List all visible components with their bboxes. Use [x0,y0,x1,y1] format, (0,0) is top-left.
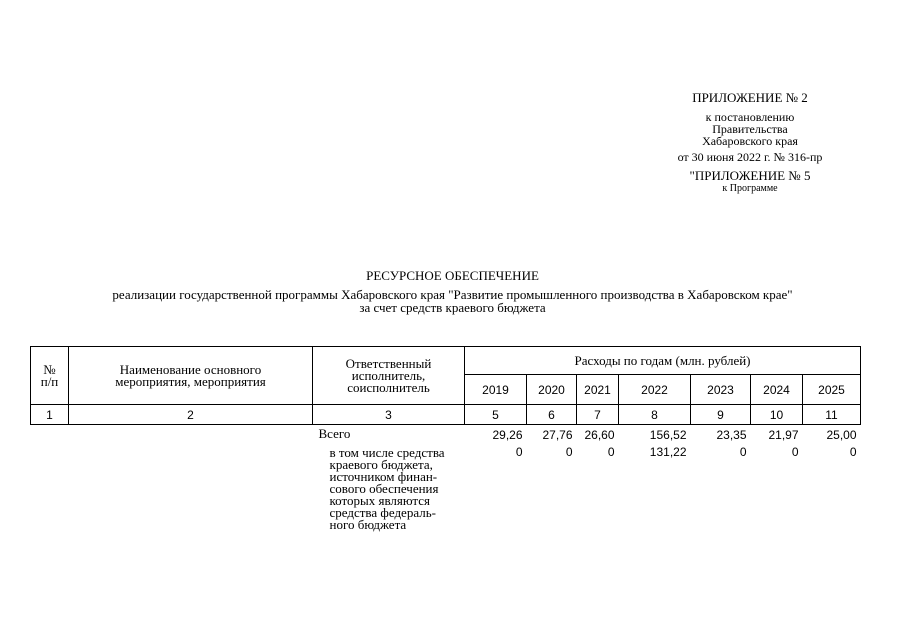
row-value: 23,35 [716,428,747,442]
appendix-ref-line: Правительства [712,122,788,136]
appendix-ref-line: Хабаровского края [702,134,798,148]
row-label: Всего [318,426,351,441]
column-number: 3 [313,405,465,425]
header-year: 2022 [619,375,691,405]
row-value: 0 [791,444,799,459]
appendix-program-ref: к Программе [722,183,778,194]
header-executor: Ответственный исполнитель, соисполнитель [313,347,465,405]
appendix-header [640,90,860,195]
row-value: 0 [607,444,615,459]
row-value: 27,76 [542,428,573,442]
title-subline: реализации государственной программы Хабаровского края "Развитие промышленного производства в Хабаровском крае" [112,287,793,302]
row-value: 0 [739,444,747,459]
header-year: 2021 [577,375,619,405]
row-value: 26,60 [584,428,615,442]
row-value: 25,00 [826,428,857,442]
resource-table [30,346,861,531]
row-value: 0 [849,444,857,459]
row-value: 131,22 [649,444,687,459]
table-row-federal [31,445,861,531]
table-row-total [31,425,861,445]
header-year: 2025 [803,375,861,405]
header-year: 2019 [465,375,527,405]
row-label: в том числе средства краевого бюджета, источником финан-сового обеспечения которых являются средства федераль-ного бюджета [329,444,445,532]
header-year: 2024 [751,375,803,405]
header-expenses: Расходы по годам (млн. рублей) [465,347,861,375]
column-number: 11 [803,405,861,425]
appendix-subtitle: "ПРИЛОЖЕНИЕ № 5 [689,168,811,183]
appendix-date-line: от 30 июня 2022 г. № 316-пр [677,150,823,164]
header-name: Наименование основного мероприятия, мероприятия [69,347,313,405]
row-value: 29,26 [492,428,523,442]
column-number: 2 [69,405,313,425]
column-number: 9 [691,405,751,425]
column-number: 10 [751,405,803,425]
row-value: 21,97 [768,428,799,442]
title-main: РЕСУРСНОЕ ОБЕСПЕЧЕНИЕ [366,268,539,283]
header-num: № п/п [31,347,69,405]
column-number: 6 [527,405,577,425]
column-number: 5 [465,405,527,425]
row-value: 156,52 [649,428,687,442]
column-number: 8 [619,405,691,425]
row-value: 0 [515,444,523,459]
appendix-title: ПРИЛОЖЕНИЕ № 2 [692,90,808,105]
column-number-row [31,405,861,425]
document-title [0,268,905,314]
row-value: 0 [565,444,573,459]
column-number: 1 [31,405,69,425]
title-subline: за счет средств краевого бюджета [359,300,546,315]
column-number: 7 [577,405,619,425]
appendix-ref-line: к постановлению [705,110,795,124]
header-year: 2020 [527,375,577,405]
header-year: 2023 [691,375,751,405]
